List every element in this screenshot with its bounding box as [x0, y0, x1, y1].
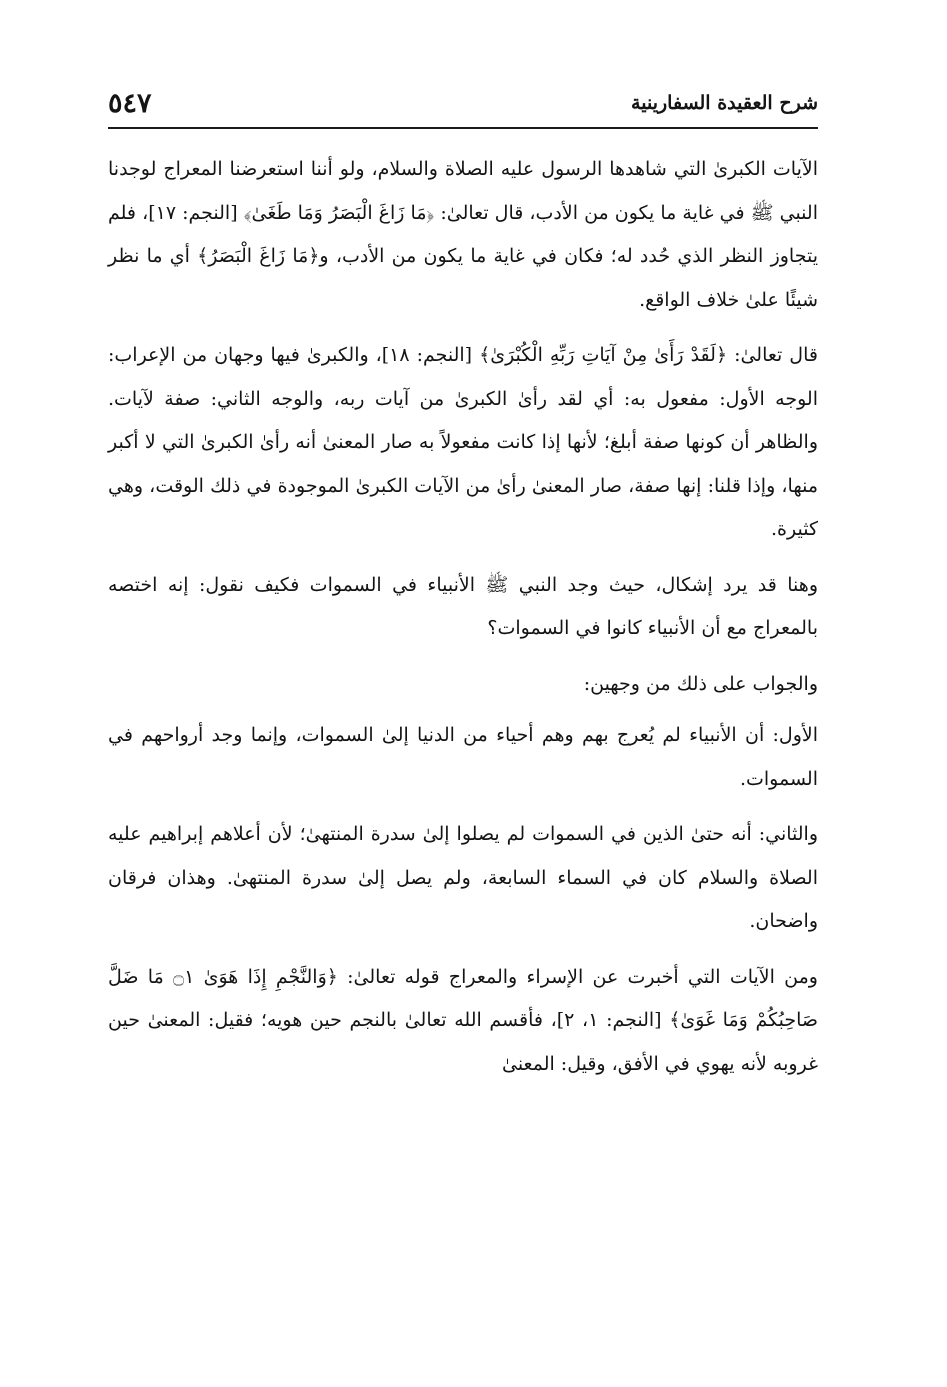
page-header	[108, 88, 818, 126]
page-number: ٥٤٧	[108, 88, 152, 119]
running-title: شرح العقيدة السفارينية	[631, 92, 818, 114]
body-text	[108, 148, 818, 1098]
paragraph-7: ومن الآيات التي أخبرت عن الإسراء والمعراج قوله تعالىٰ: ﴿وَالنَّجْمِ إِذَا هَوَىٰ ۝١ مَا ضَلَّ صَاحِبُكُمْ وَمَا غَوَىٰ﴾ [النجم: ١، ٢]، فأقسم الله تعالىٰ بالنجم حين هويه؛ فقيل: المعنىٰ حين غروبه لأنه يهوي في الأفق، وقيل: المعنىٰ	[108, 965, 818, 1075]
paragraph-6: والثاني: أنه حتىٰ الذين في السموات لم يصلوا إلىٰ سدرة المنتهىٰ؛ لأن أعلاهم إبراهيم عليه الصلاة والسلام كان في السماء السابعة، ولم يصل إلىٰ سدرة المنتهىٰ. وهذان فرقان واضحان.	[108, 823, 818, 932]
paragraph-4: والجواب على ذلك من وجهين:	[583, 672, 818, 695]
paragraph-5: الأول: أن الأنبياء لم يُعرج بهم وهم أحياء من الدنيا إلىٰ السموات، وإنما وجد أرواحهم في السموات.	[108, 724, 818, 790]
paragraph-2: قال تعالىٰ: ﴿لَقَدْ رَأَىٰ مِنْ آيَاتِ رَبِّهِ الْكُبْرَىٰ﴾ [النجم: ١٨]، والكبرىٰ فيها وجهان من الإعراب: الوجه الأول: مفعول به: أي لقد رأىٰ الكبرىٰ من آيات ربه، والوجه الثاني: صفة لآيات. والظاهر أن كونها صفة أبلغ؛ لأنها إذا كانت مفعولاً به صار المعنىٰ أنه رأىٰ الكبرىٰ التي لا أكبر منها، وإذا قلنا: إنها صفة، صار المعنىٰ رأىٰ من الآيات الكبرىٰ الموجودة في ذلك الوقت، وهي كثيرة.	[108, 344, 818, 540]
paragraph-1: الآيات الكبرىٰ التي شاهدها الرسول عليه الصلاة والسلام، ولو أننا استعرضنا المعراج لوجدنا النبي ﷺ في غاية ما يكون من الأدب، قال تعالىٰ: ﴿مَا زَاغَ الْبَصَرُ وَمَا طَغَىٰ﴾ [النجم: ١٧]، فلم يتجاوز النظر الذي حُدد له؛ فكان في غاية ما يكون من الأدب، و﴿مَا زَاغَ الْبَصَرُ﴾ أي ما نظر شيئًا علىٰ خلاف الواقع.	[108, 158, 818, 311]
header-divider	[108, 127, 818, 129]
paragraph-3: وهنا قد يرد إشكال، حيث وجد النبي ﷺ الأنبياء في السموات فكيف نقول: إنه اختصه بالمعراج مع أن الأنبياء كانوا في السموات؟	[108, 573, 818, 639]
